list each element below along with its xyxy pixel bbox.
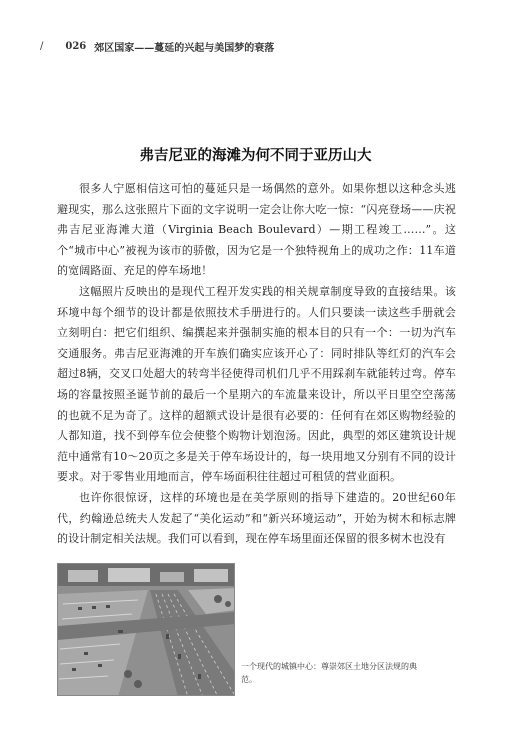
page-number: 026 — [65, 40, 87, 52]
body-text — [57, 179, 456, 550]
aerial-photo-illustration — [58, 564, 235, 696]
book-title: 郊区国家——蔓延的兴起与美国梦的衰落 — [94, 42, 275, 54]
header-mark: / — [40, 40, 44, 52]
paragraph-1: 很多人宁愿相信这可怕的蔓延只是一场偶然的意外。如果你想以这种念头逃避现实，那么这张照片下面的文字说明一定会让你大吃一惊：“闪亮登场——庆祝弗吉尼亚海滩大道（Virginia Beach Boulevard）—期工程竣工……”。这个“城市中心”被视为该市的骄傲，因为它是一个独特视角上的成功之作：11车道的宽阔路面、充足的停车场地！ — [57, 182, 456, 278]
aerial-photo — [57, 563, 235, 696]
running-header — [40, 39, 471, 53]
section-title: 弗吉尼亚的海滩为何不同于亚历山大 — [139, 148, 372, 164]
paragraph-3: 也许你很惊讶，这样的环境也是在美学原则的指导下建造的。20世纪60年代，约翰逊总统夫人发起了“美化运动”和“新兴环境运动”，开始为树木和标志牌的设计制定相关法规。我们可以看到，现在停车场里面还保留的很多树木也没有 — [57, 490, 456, 546]
paragraph-2: 这幅照片反映出的是现代工程开发实践的相关规章制度导致的直接结果。该环境中每个细节的设计都是依照技术手册进行的。人们只要读一读这些手册就会立刻明白：把它们组织、编撰起来并强制实施的根本目的只有一个：一切为汽车交通服务。弗吉尼亚海滩的开车族们确实应该开心了：同时排队等红灯的汽车会超过8辆，交叉口处超大的转弯半径使得司机们几乎不用踩刹车就能转过弯。停车场的容量按照圣诞节前的最后一个星期六的车流量来设计，所以平日里空空荡荡的也就不足为奇了。这样的超额式设计是很有必要的：任何有在郊区购物经验的人都知道，找不到停车位会使整个购物计划泡汤。因此，典型的郊区建筑设计规范中通常有10～20页之多是关于停车场设计的，每一块用地又分别有不同的设计要求。对于零售业用地而言，停车场面积往往超过可租赁的营业面积。 — [57, 284, 456, 484]
photo-caption: 一个现代的城镇中心：尊崇郊区土地分区法规的典范。 — [241, 662, 417, 684]
